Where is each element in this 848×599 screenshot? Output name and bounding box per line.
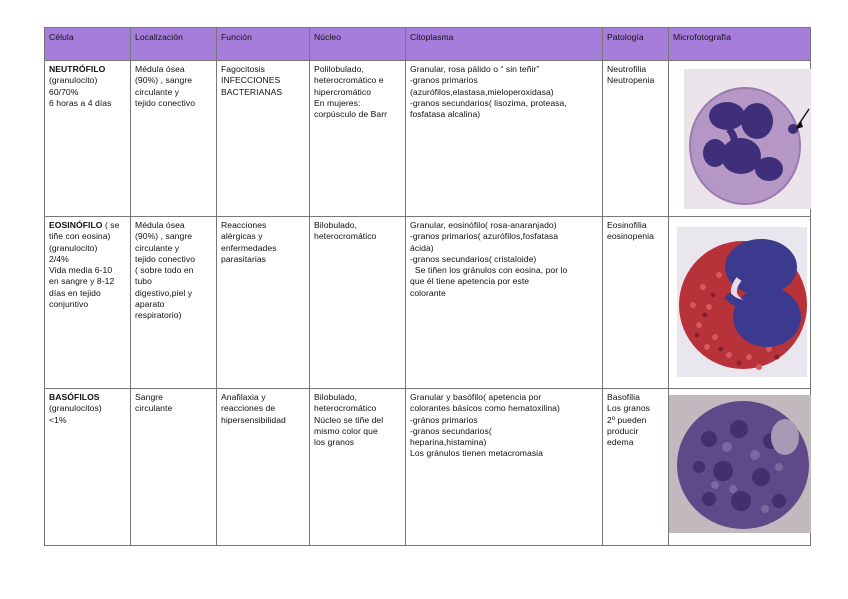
eosinophil-micrograph xyxy=(669,217,811,383)
cell-localizacion xyxy=(131,389,217,546)
table-row xyxy=(45,389,811,546)
cell-text: circulante xyxy=(135,403,173,414)
cell-text: eosinopenia xyxy=(607,231,654,242)
cell-name: BASÓFILOS xyxy=(49,392,100,402)
cell-text: en sangre y 8-12 xyxy=(49,276,115,287)
cell-text: -granos secundarios( xyxy=(410,425,492,436)
cell-text: Se tiñen los gránulos con eosina, por lo xyxy=(410,265,568,276)
cell-celula xyxy=(45,217,131,389)
cell-text: fosfatasa alcalina) xyxy=(410,109,481,120)
cell-text: (granulocito) xyxy=(49,242,98,253)
basophil-micrograph xyxy=(669,389,811,540)
cell-text: mismo color que xyxy=(314,425,378,436)
cell-text: días en tejido xyxy=(49,287,101,298)
cell-celula xyxy=(45,61,131,217)
cell-text: Neutrofilia xyxy=(607,64,647,74)
cell-text: <1% xyxy=(49,414,67,425)
cell-text: circulante y xyxy=(135,86,180,97)
cell-localizacion xyxy=(131,61,217,217)
cell-text: Bilobulado, xyxy=(314,220,358,230)
header-citoplasma: Citoplasma xyxy=(406,28,603,61)
header-patologia: Patología xyxy=(603,28,669,61)
cell-microfotografia xyxy=(669,61,811,217)
header-localizacion: Localización xyxy=(131,28,217,61)
cell-text: heterocromático xyxy=(314,231,377,242)
cell-name: EOSINÓFILO xyxy=(49,220,103,230)
cell-text: (granulocito) xyxy=(49,75,98,86)
cell-text: Médula ósea xyxy=(135,64,185,74)
cell-text: -granos primarios xyxy=(410,75,478,86)
cell-text: Granular, eosinófilo( rosa-anaranjado) xyxy=(410,220,557,230)
cell-nucleo xyxy=(310,389,406,546)
cell-text: 2º pueden xyxy=(607,414,647,425)
cell-text: Médula ósea xyxy=(135,220,185,230)
cell-text: Granular, rosa pálido o “ sin teñir” xyxy=(410,64,540,74)
cell-patologia xyxy=(603,389,669,546)
cell-text: Bilobulado, xyxy=(314,392,358,402)
cell-name: NEUTRÓFILO xyxy=(49,64,106,74)
cell-text: Anafilaxia y xyxy=(221,392,266,402)
cell-text: circulante y xyxy=(135,242,180,253)
cell-text: BACTERIANAS xyxy=(221,86,283,97)
cell-text: -grános primarios xyxy=(410,414,478,425)
cell-text: conjuntivo xyxy=(49,299,89,310)
cell-text: heterocromático e xyxy=(314,75,384,86)
cell-text: los granos xyxy=(314,437,355,448)
cell-text: heterocromático xyxy=(314,403,377,414)
cell-localizacion xyxy=(131,217,217,389)
neutrophil-micrograph xyxy=(669,61,811,211)
cell-microfotografia xyxy=(669,389,811,546)
table-row xyxy=(45,61,811,217)
cell-text: (azurófilos,elastasa,mieloperoxidasa) xyxy=(410,86,554,97)
cell-text: colorante xyxy=(410,287,446,298)
cell-citoplasma xyxy=(406,217,603,389)
cell-text: (90%) , sangre xyxy=(135,75,193,86)
cell-text: edema xyxy=(607,437,634,448)
cell-patologia xyxy=(603,61,669,217)
cell-text: producir xyxy=(607,425,639,436)
cell-text: ( se xyxy=(102,220,120,230)
cell-text: Fagocitosis xyxy=(221,64,266,74)
cell-text: En mujeres: xyxy=(314,97,361,108)
cell-text: tejido conectivo xyxy=(135,253,196,264)
cell-text: heparina,histamina) xyxy=(410,437,487,448)
cell-text: Los granos xyxy=(607,403,651,414)
cell-text: que él tiene apetencia por este xyxy=(410,276,530,287)
cell-text: (granulocitos) xyxy=(49,403,102,414)
cell-text: Granular y basófilo( apetencia por xyxy=(410,392,542,402)
header-funcion: Función xyxy=(217,28,310,61)
cell-text: hipersensibilidad xyxy=(221,414,286,425)
cell-celula xyxy=(45,389,131,546)
cell-text: Núcleo se tiñe del xyxy=(314,414,384,425)
cell-text: aparato xyxy=(135,299,165,310)
cell-text: -granos secundarios( cristaloide) xyxy=(410,253,537,264)
cell-nucleo xyxy=(310,61,406,217)
cell-text: Reacciones xyxy=(221,220,267,230)
cell-text: parasitarias xyxy=(221,253,267,264)
cell-funcion xyxy=(217,217,310,389)
cell-text: ( sobre todo en xyxy=(135,265,194,276)
cell-text: tejido conectivo xyxy=(135,97,196,108)
cell-text: alérgicas y xyxy=(221,231,263,242)
cell-funcion xyxy=(217,61,310,217)
cell-text: Los gránulos tienen metacromasia xyxy=(410,448,543,459)
cell-text: Neutropenia xyxy=(607,75,655,86)
cell-text: 2/4% xyxy=(49,253,69,264)
cell-text: (90%) , sangre xyxy=(135,231,193,242)
cell-text: tiñe con eosina) xyxy=(49,231,111,242)
cell-text: Polilobulado, xyxy=(314,64,364,74)
cell-citoplasma xyxy=(406,61,603,217)
cell-text: -granos secundarios( lisozima, proteasa, xyxy=(410,97,567,108)
cell-patologia xyxy=(603,217,669,389)
cell-text: corpúsculo de Barr xyxy=(314,109,388,120)
cell-text: Eosinofilia xyxy=(607,220,647,230)
cell-text: 60/70% xyxy=(49,86,79,97)
cell-text: respiratorio) xyxy=(135,310,182,321)
header-nucleo: Núcleo xyxy=(310,28,406,61)
cell-funcion xyxy=(217,389,310,546)
cell-text: hipercromático xyxy=(314,86,372,97)
granulocyte-table xyxy=(44,27,811,546)
cell-text: tubo xyxy=(135,276,152,287)
header-microfotografia: Microfotografía xyxy=(669,28,811,61)
cell-text: Vida media 6-10 xyxy=(49,265,113,276)
cell-text: -granos primarios( azurófilos,fosfatasa xyxy=(410,231,559,242)
cell-citoplasma xyxy=(406,389,603,546)
cell-text: Sangre xyxy=(135,392,164,402)
cell-nucleo xyxy=(310,217,406,389)
cell-text: digestivo,piel y xyxy=(135,287,193,298)
cell-text: reacciones de xyxy=(221,403,276,414)
cell-text: Basofilia xyxy=(607,392,640,402)
cell-microfotografia xyxy=(669,217,811,389)
cell-text: ácida) xyxy=(410,242,434,253)
table-row xyxy=(45,217,811,389)
cell-text: colorantes básicos como hematoxilina) xyxy=(410,403,560,414)
cell-text: INFECCIONES xyxy=(221,75,281,86)
cell-text: 6 horas a 4 días xyxy=(49,97,112,108)
header-celula: Célula xyxy=(45,28,131,61)
cell-text: enfermedades xyxy=(221,242,277,253)
header-row xyxy=(45,28,811,61)
